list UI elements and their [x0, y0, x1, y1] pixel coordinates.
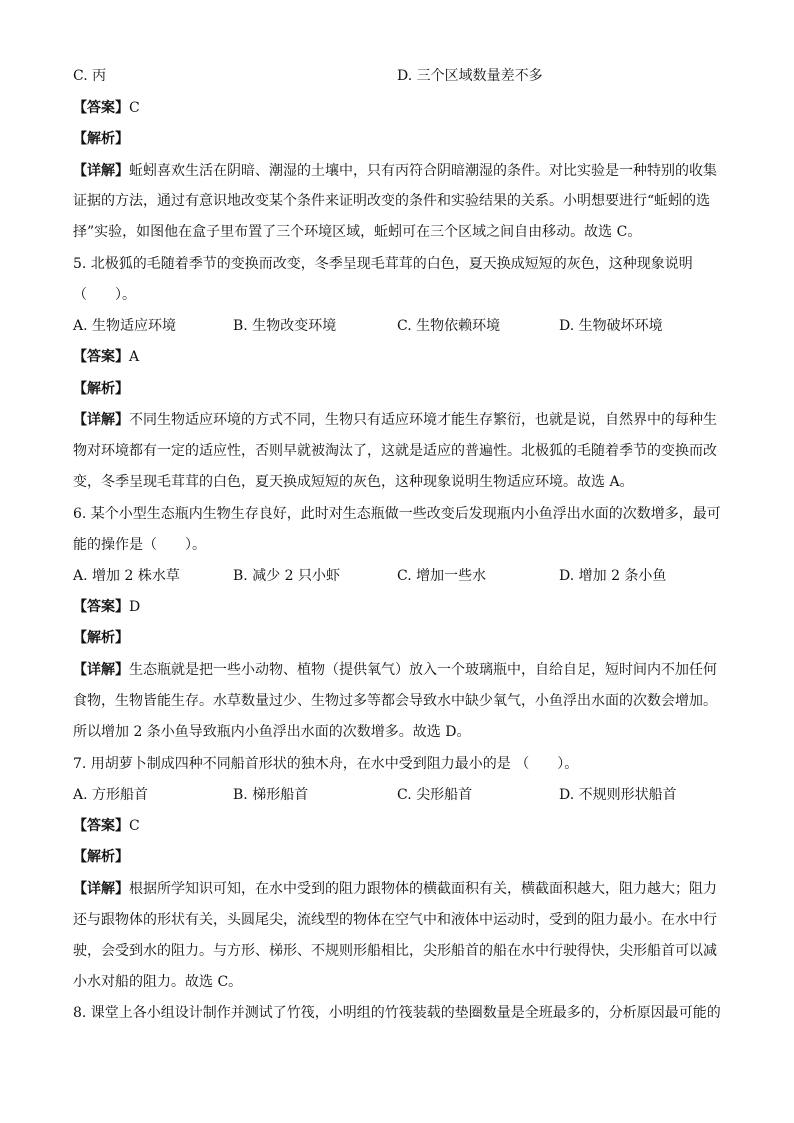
detail-line — [73, 660, 717, 680]
option-b: B. 减少 2 只小虾 — [233, 568, 340, 584]
answer-label: 【答案】 — [73, 100, 129, 116]
detail-text: 不同生物适应环境的方式不同，生物只有适应环境才能生存繁衍，也就是说，自然界中的每种生 — [129, 412, 717, 428]
option-c: C. 丙 — [73, 68, 107, 84]
detail-line — [73, 410, 717, 430]
detail-line — [73, 161, 717, 181]
detail-text: 蚯蚓喜欢生活在阴暗、潮湿的土壤中，只有丙符合阴暗潮湿的条件。对比实验是一种特别的收集 — [129, 163, 717, 179]
detail-text: 生态瓶就是把一些小动物、植物（提供氧气）放入一个玻璃瓶中，自给自足，短时间内不加任何 — [129, 662, 717, 678]
detail-line: 食物，生物皆能生存。水草数量过少、生物过多等都会导致水中缺少氧气，小鱼浮出水面的次数会增加。 — [73, 693, 717, 709]
option-c: C. 增加一些水 — [397, 568, 487, 584]
option-b: B. 梯形船首 — [233, 787, 309, 803]
detail-line: 还与跟物体的形状有关，头圆尾尖，流线型的物体在空气中和液体中运动时，受到的阻力最小。在水中行 — [73, 912, 717, 928]
answer-label: 【答案】 — [73, 818, 129, 834]
answer-line — [73, 98, 140, 118]
answer-label: 【答案】 — [73, 349, 129, 365]
detail-line: 驶，会受到水的阻力。与方形、梯形、不规则形船相比，尖形船首的船在水中行驶得快，尖形船首可以减 — [73, 943, 717, 959]
analysis-label: 【解析】 — [73, 381, 129, 397]
option-c: C. 尖形船首 — [397, 787, 473, 803]
question-stem: 7. 用胡萝卜制成四种不同船首形状的独木舟，在水中受到阻力最小的是 （ ）。 — [73, 756, 579, 772]
option-c: C. 生物依赖环境 — [397, 318, 501, 334]
option-d: D. 生物破坏环境 — [559, 318, 663, 334]
answer-line — [73, 816, 140, 836]
question-stem: 能的操作是（ ）。 — [73, 537, 206, 553]
answer-value: C — [129, 100, 140, 116]
detail-label: 【详解】 — [73, 881, 129, 897]
option-d: D. 增加 2 条小鱼 — [559, 568, 667, 584]
option-a: A. 方形船首 — [73, 787, 149, 803]
question-stem: （ ）。 — [73, 287, 136, 303]
answer-line — [73, 597, 140, 617]
option-a: A. 增加 2 株水草 — [73, 568, 180, 584]
option-d: D. 三个区域数量差不多 — [397, 68, 543, 84]
analysis-label: 【解析】 — [73, 630, 129, 646]
detail-line: 变，冬季呈现毛茸茸的白色，夏天换成短短的灰色，这种现象说明生物适应环境。故选 A。 — [73, 474, 634, 490]
option-a: A. 生物适应环境 — [73, 318, 177, 334]
detail-line — [73, 879, 717, 899]
analysis-label: 【解析】 — [73, 849, 129, 865]
question-stem: 6. 某个小型生态瓶内生物生存良好，此时对生态瓶做一些改变后发现瓶内小鱼浮出水面的次数增多，最可 — [73, 506, 721, 522]
option-b: B. 生物改变环境 — [233, 318, 337, 334]
analysis-label: 【解析】 — [73, 131, 129, 147]
detail-line: 择”实验，如图他在盒子里布置了三个环境区域，蚯蚓可在三个区域之间自由移动。故选 C。 — [73, 224, 642, 240]
detail-label: 【详解】 — [73, 412, 129, 428]
detail-text: 根据所学知识可知，在水中受到的阻力跟物体的横截面积有关，横截面积越大，阻力越大；阻力 — [129, 881, 717, 897]
detail-line: 小水对船的阻力。故选 C。 — [73, 974, 243, 990]
question-stem: 5. 北极狐的毛随着季节的变换而改变，冬季呈现毛茸茸的白色，夏天换成短短的灰色，这种现象说明 — [73, 256, 693, 272]
answer-value: C — [129, 818, 140, 834]
answer-label: 【答案】 — [73, 599, 129, 615]
detail-label: 【详解】 — [73, 662, 129, 678]
detail-line: 证据的方法，通过有意识地改变某个条件来证明改变的条件和实验结果的关系。小明想要进行“蚯蚓的选 — [73, 193, 711, 209]
option-d: D. 不规则形状船首 — [559, 787, 677, 803]
question-stem: 8. 课堂上各小组设计制作并测试了竹筏，小明组的竹筏装载的垫圈数量是全班最多的，分析原因最可能的 — [73, 1005, 721, 1021]
detail-line: 物对环境都有一定的适应性，否则早就被淘汰了，这就是适应的普遍性。北极狐的毛随着季节的变换而改 — [73, 443, 717, 459]
detail-line: 所以增加 2 条小鱼导致瓶内小鱼浮出水面的次数增多。故选 D。 — [73, 724, 471, 740]
answer-value: D — [129, 599, 141, 615]
answer-line — [73, 347, 139, 367]
answer-value: A — [129, 349, 140, 365]
detail-label: 【详解】 — [73, 163, 129, 179]
